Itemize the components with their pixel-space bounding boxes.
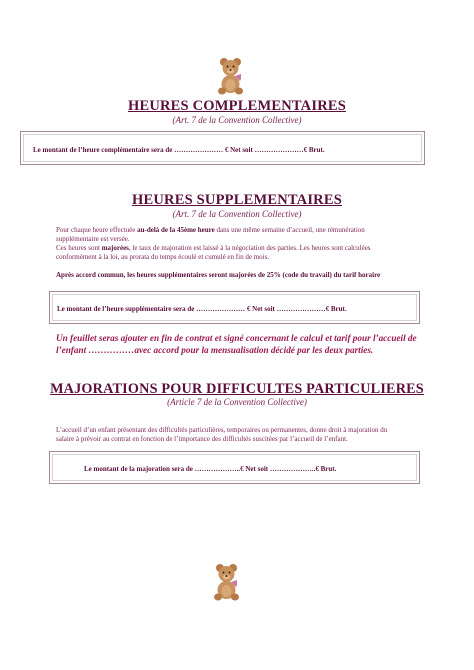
feuillet-note: Un feuillet seras ajouter en fin de contrat et signé concernant le calcul et tarif pour l’accueil de l’enfant ……………avec accord pour la mensualisation décidé par les deux parties. bbox=[56, 333, 417, 355]
majorations-paragraph: L’accueil d’un enfant présentant des difficultés particulières, temporaires ou permanentes, donne droit à majoration du salaire à prévoir au contrat en fonction de l’importance des difficultés suscitées par l’accueil de l’enfant. bbox=[56, 426, 388, 443]
heures-supplementaires-paragraph-1: Pour chaque heure effectuée au-delà de la 45ème heure dans une même semaine d’accueil, une rémunération supplémentaire est versée. Ces heures sont majorées, le taux de majoration est laissé à la négociation des parties. Les heures sont calculées conformément à la loi, au prorata du temps écoulé et cumulé en fin de mois. bbox=[56, 226, 371, 261]
section-heures-complementaires-title: HEURES COMPLEMENTAIRES bbox=[127, 98, 347, 114]
heures-supplementaires-majoration-text: Après accord commun, les heures supplémentaires seront majorées de 25% (code du travail) du tarif horaire bbox=[56, 271, 381, 279]
majorations-amount-text: Le montant de la majoration sera de ………………..€ Net soit ………………..€ Brut. bbox=[84, 465, 337, 473]
section-heures-supplementaires-title: HEURES SUPPLEMENTAIRES bbox=[132, 192, 342, 208]
heures-complementaires-box bbox=[20, 131, 425, 165]
section-heures-supplementaires-subtitle: (Art. 7 de la Convention Collective) bbox=[172, 209, 302, 219]
heures-supplementaires-box bbox=[49, 291, 420, 324]
heures-supplementaires-amount-text: Le montant de l’heure supplémentaire sera de ………………… € Net soit …………………€ Brut. bbox=[57, 305, 347, 313]
heures-complementaires-amount-text: Le montant de l’heure complémentaire sera de ………………… € Net soit …………………€ Brut. bbox=[33, 146, 325, 154]
section-majorations-title: MAJORATIONS POUR DIFFICULTES PARTICULIERES bbox=[50, 381, 424, 397]
teddy-bear-icon bbox=[216, 56, 246, 96]
section-heures-complementaires-subtitle: (Art. 7 de la Convention Collective) bbox=[172, 115, 302, 125]
section-majorations-subtitle: (Article 7 de la Convention Collective) bbox=[167, 397, 307, 407]
majorations-box bbox=[49, 451, 420, 484]
teddy-bear-icon bbox=[212, 562, 242, 602]
